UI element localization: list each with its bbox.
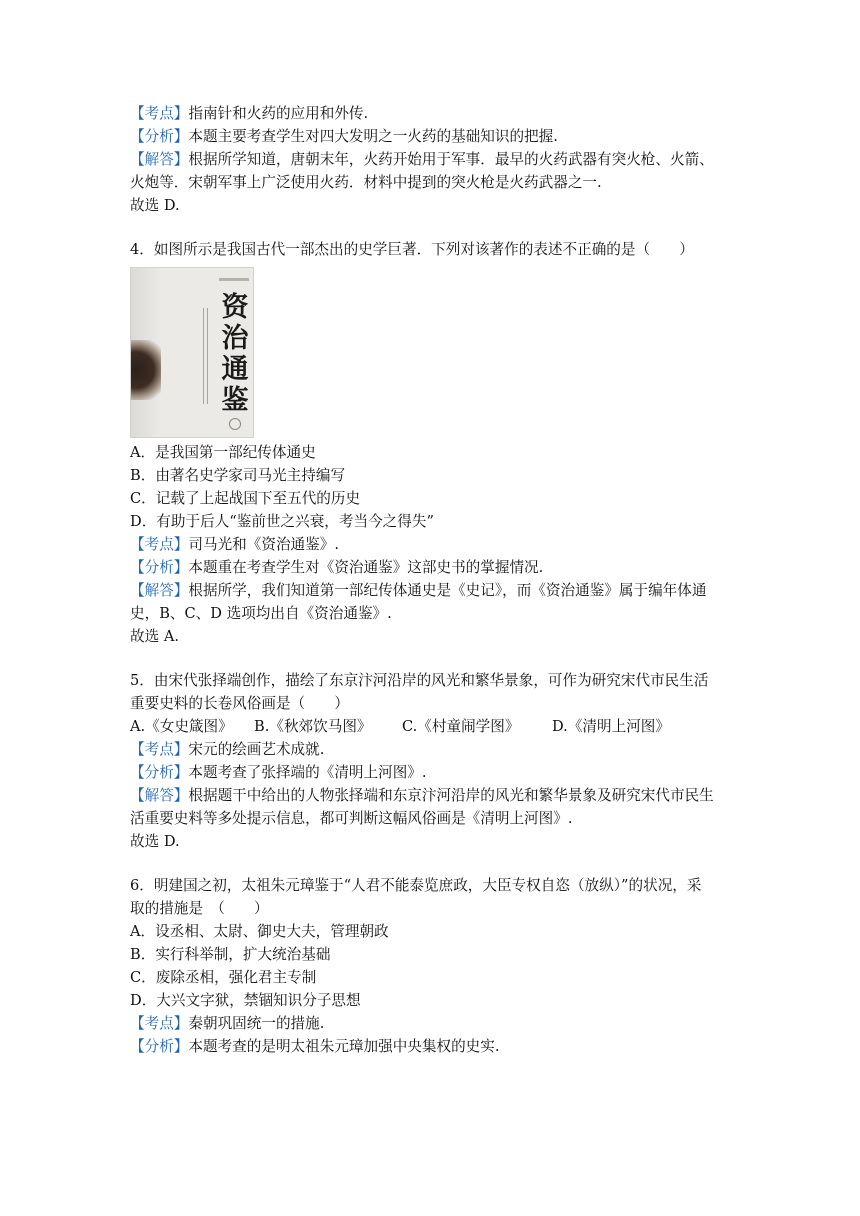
q6-option-b: B．实行科举制，扩大统治基础 [130, 946, 331, 963]
q4-jieda [130, 581, 706, 601]
kaodian-text: 指南针和火药的应用和外传. [188, 105, 369, 122]
q4-answer: 故选 A. [130, 628, 180, 645]
q4-fenxi [130, 558, 543, 578]
kaodian-tag: 【考点】 [130, 105, 189, 122]
q6-stem-cont: 取的措施是 （ ） [130, 900, 269, 917]
book-top-mark [219, 278, 249, 281]
fenxi-text: 本题主要考查学生对四大发明之一火药的基础知识的把握. [188, 128, 558, 145]
q6-option-d: D．大兴文字狱，禁锢知识分子思想 [130, 992, 361, 1009]
fenxi-text: 本题考查的是明太祖朱元璋加强中央集权的史实. [188, 1038, 500, 1055]
q6-option-a: A．设丞相、太尉、御史大夫，管理朝政 [130, 923, 389, 940]
intro-answer: 故选 D. [130, 197, 180, 214]
q4-option-a: A．是我国第一部纪传体通史 [130, 444, 316, 461]
q5-option-b: B.《秋郊饮马图》 [254, 718, 372, 735]
book-seal [229, 418, 241, 430]
q5-stem: 5．由宋代张择端创作，描绘了东京汴河沿岸的风光和繁华景象，可作为研究宋代市民生活 [130, 672, 709, 689]
intro-jieda [130, 150, 714, 170]
q5-kaodian [130, 740, 324, 760]
book-title [217, 292, 253, 416]
q5-option-d: D.《清明上河图》 [552, 718, 670, 735]
intro-jieda-cont: 火炮等．宋朝军事上广泛使用火药．材料中提到的突火枪是火药武器之一. [130, 174, 602, 191]
fenxi-text: 本题考查了张择端的《清明上河图》. [188, 764, 427, 781]
jieda-text: 根据题干中给出的人物张择端和东京汴河沿岸的风光和繁华景象及研究宋代市民生 [188, 787, 714, 804]
q6-option-c: C．废除丞相，强化君主专制 [130, 969, 317, 986]
q4-option-b: B．由著名史学家司马光主持编写 [130, 467, 346, 484]
jieda-tag: 【解答】 [130, 582, 189, 599]
q6-kaodian [130, 1014, 324, 1034]
book-title-char: 资 [221, 292, 249, 323]
q6-stem: 6．明建国之初，太祖朱元璋鉴于“人君不能泰览庶政，大臣专权自恣（放纵）”的状况，采 [130, 877, 702, 894]
book-decor-line [203, 308, 204, 404]
fenxi-tag: 【分析】 [130, 1038, 189, 1055]
kaodian-text: 宋元的绘画艺术成就. [188, 741, 325, 758]
q5-answer: 故选 D. [130, 833, 180, 850]
kaodian-text: 秦朝巩固统一的措施. [188, 1015, 325, 1032]
jieda-tag: 【解答】 [130, 151, 189, 168]
book-title-char: 鉴 [221, 385, 249, 416]
q5-options [130, 717, 670, 737]
q4-jieda-cont: 史，B、C、D 选项均出自《资治通鉴》. [130, 605, 392, 622]
fenxi-tag: 【分析】 [130, 764, 189, 781]
q4-stem: 4．如图所示是我国古代一部杰出的史学巨著．下列对该著作的表述不正确的是（ ） [130, 241, 694, 258]
q5-jieda-cont: 活重要史料等多处提示信息，都可判断这幅风俗画是《清明上河图》. [130, 810, 573, 827]
q4-option-c: C．记载了上起战国下至五代的历史 [130, 490, 361, 507]
jieda-tag: 【解答】 [130, 787, 189, 804]
fenxi-text: 本题重在考查学生对《资治通鉴》这部史书的掌握情况. [188, 559, 544, 576]
kaodian-tag: 【考点】 [130, 1015, 189, 1032]
kaodian-tag: 【考点】 [130, 741, 189, 758]
q5-option-a: A.《女史箴图》 [130, 718, 233, 735]
kaodian-text: 司马光和《资治通鉴》. [188, 536, 339, 553]
book-cover-image [130, 267, 254, 438]
q5-stem-cont: 重要史料的长卷风俗画是（ ） [130, 695, 349, 712]
jieda-text: 根据所学，我们知道第一部纪传体通史是《史记》，而《资治通鉴》属于编年体通 [188, 582, 707, 599]
q6-fenxi [130, 1037, 500, 1057]
q5-jieda [130, 786, 714, 806]
jieda-text: 根据所学知道，唐朝末年，火药开始用于军事．最早的火药武器有突火枪、火箭、 [188, 151, 714, 168]
book-title-char: 治 [221, 323, 249, 354]
q4-kaodian [130, 535, 339, 555]
fenxi-tag: 【分析】 [130, 559, 189, 576]
q5-fenxi [130, 763, 427, 783]
kaodian-tag: 【考点】 [130, 536, 189, 553]
q5-option-c: C.《村童闹学图》 [402, 718, 520, 735]
book-ornament [131, 340, 161, 400]
book-decor-line [207, 308, 208, 404]
intro-kaodian [130, 104, 368, 124]
fenxi-tag: 【分析】 [130, 128, 189, 145]
intro-fenxi [130, 127, 558, 147]
book-title-char: 通 [221, 354, 249, 385]
q4-option-d: D．有助于后人“鉴前世之兴衰，考当今之得失” [130, 513, 434, 530]
